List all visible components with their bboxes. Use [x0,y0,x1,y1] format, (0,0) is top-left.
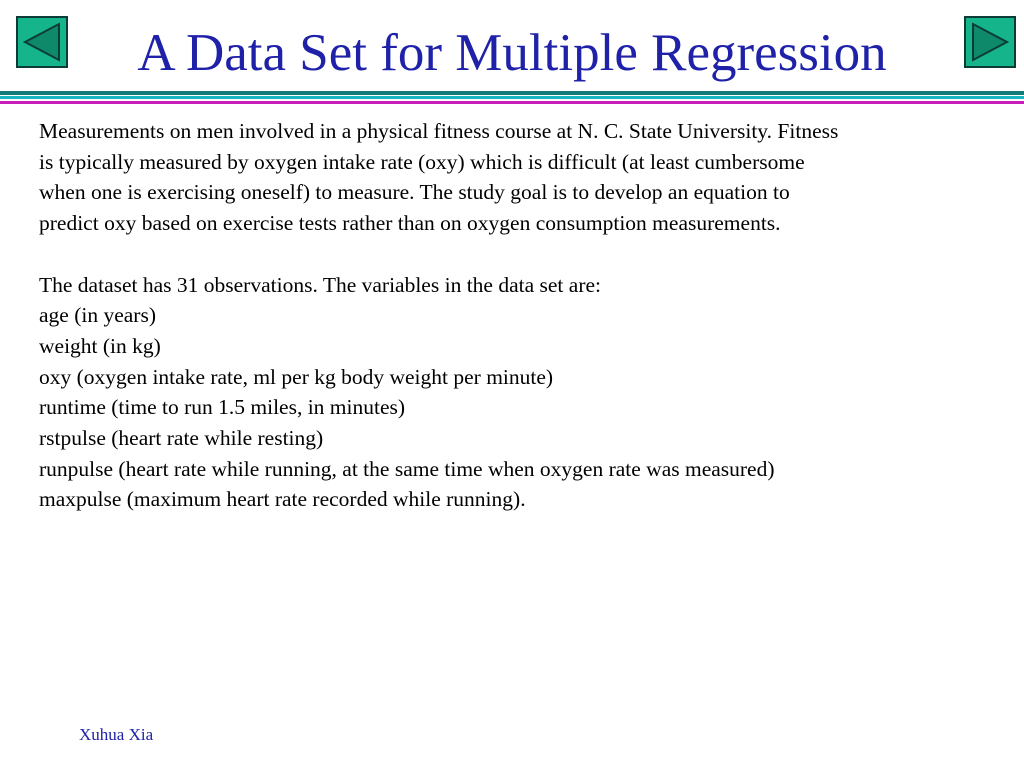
intro-line: is typically measured by oxygen intake rate (oxy) which is difficult (at least cumbersome [39,149,805,174]
title-divider-cyan [0,96,1024,99]
variable-item: oxy (oxygen intake rate, ml per kg body weight per minute) [39,364,554,389]
author-footer: Xuhua Xia [79,725,154,744]
dataset-summary: The dataset has 31 observations. The variables in the data set are: [39,272,601,297]
variable-item: age (in years) [39,303,156,328]
variable-item: runpulse (heart rate while running, at the same time when oxygen rate was measured) [39,456,775,481]
variable-item: maxpulse (maximum heart rate recorded while running). [39,487,526,512]
intro-line: when one is exercising oneself) to measure. The study goal is to develop an equation to [39,180,790,205]
variable-item: rstpulse (heart rate while resting) [39,426,324,451]
slide-body [39,116,1009,515]
slide-title: A Data Set for Multiple Regression [137,24,887,82]
title-divider-magenta [0,101,1024,104]
variable-item: weight (in kg) [39,333,161,358]
intro-line: predict oxy based on exercise tests rather than on oxygen consumption measurements. [39,211,781,236]
intro-line: Measurements on men involved in a physical fitness course at N. C. State University. Fitness [39,119,839,143]
title-divider-dark [0,91,1024,95]
variable-item: runtime (time to run 1.5 miles, in minutes) [39,395,406,420]
paragraph-spacer [39,239,1009,270]
